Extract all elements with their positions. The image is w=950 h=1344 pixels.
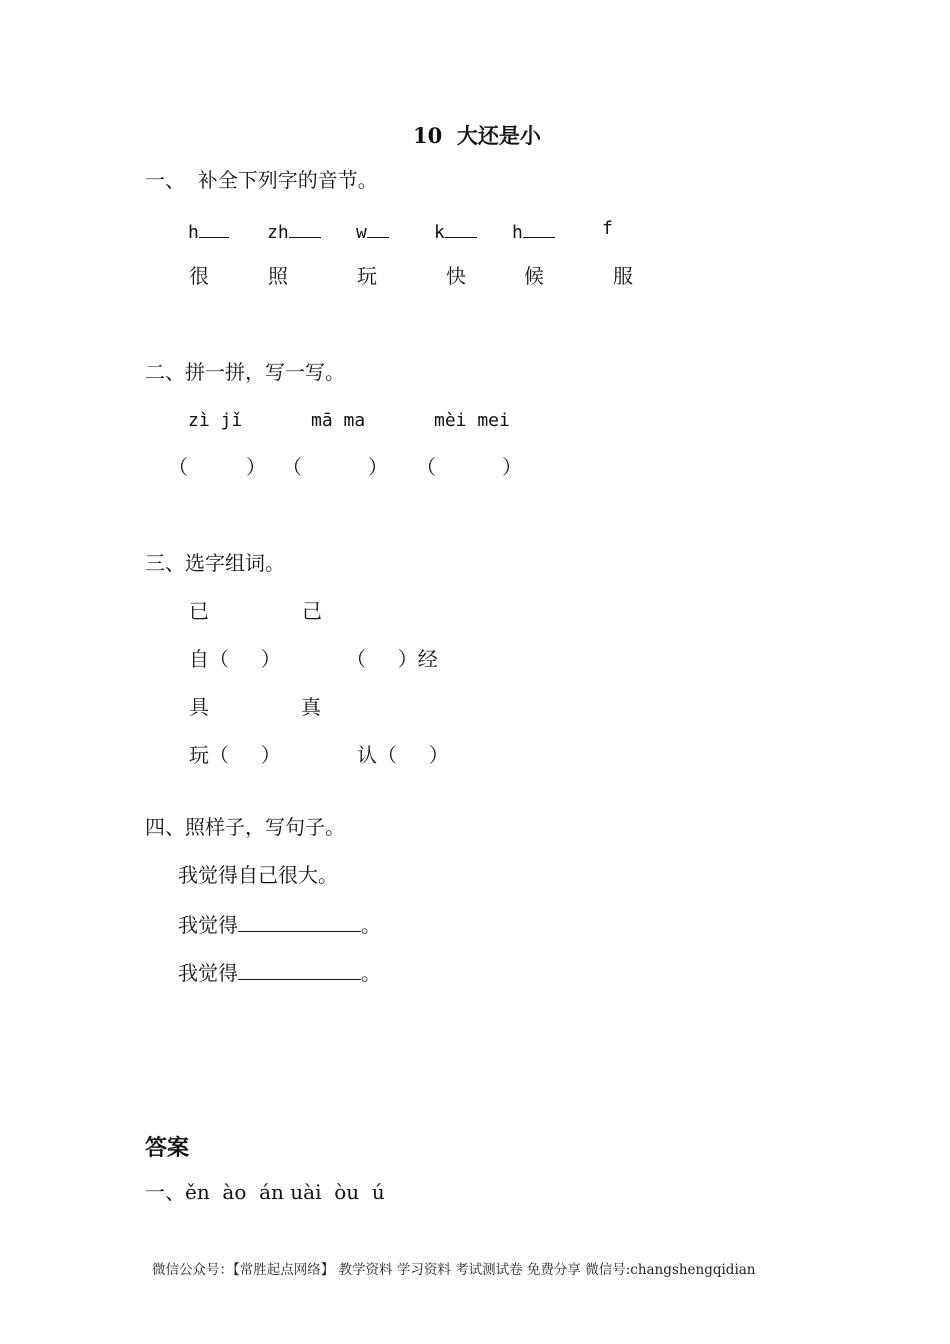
q4-example: 我觉得自己很大。	[178, 863, 338, 887]
answer-blank[interactable]	[445, 217, 477, 238]
q3-word-4: 认（ ）	[357, 743, 449, 767]
q1-char-6: 服	[613, 264, 633, 288]
q3-char-c: 具	[189, 695, 209, 719]
sentence-blank[interactable]	[238, 911, 361, 932]
answer-heading: 答案	[145, 1135, 190, 1161]
pinyin-2: mā ma	[311, 410, 366, 431]
answer-paren-open: （	[282, 455, 302, 479]
q3-word-1: 自（ ）	[189, 647, 281, 671]
q3-word-3: 玩（ ）	[189, 743, 281, 767]
q4-sentence-1: 我觉得 。	[178, 913, 381, 937]
answer-blank[interactable]	[289, 217, 321, 238]
answer-paren-open: （	[168, 455, 188, 479]
q3-char-d: 真	[301, 695, 321, 719]
q3-word-2: （ ）经	[346, 647, 438, 671]
q4-heading: 四、照样子，写句子。	[145, 815, 345, 839]
answer-paren-close: ）	[502, 455, 522, 479]
q1-char-3: 玩	[357, 264, 377, 288]
q1-char-5: 候	[524, 264, 544, 288]
answer-blank[interactable]	[199, 217, 229, 238]
answer-line-1: 一、ěn ào án uài òu ú	[145, 1180, 385, 1204]
q1-char-2: 照	[268, 264, 288, 288]
pinyin-3: mèi mei	[434, 410, 510, 431]
syllable-1: h	[188, 217, 229, 245]
answer-blank[interactable]	[523, 217, 555, 238]
page-title: 10 大还是小	[413, 123, 541, 148]
pinyin-1: zì jǐ	[188, 410, 243, 431]
syllable-3: w	[356, 217, 389, 245]
answer-paren-close: ）	[246, 455, 266, 479]
answer-paren-open: （	[416, 455, 436, 479]
syllable-6: f	[602, 218, 613, 239]
q3-char-b: 己	[302, 599, 322, 623]
answer-paren-close: ）	[368, 455, 388, 479]
syllable-4: k	[434, 217, 477, 245]
q2-heading: 二、拼一拼，写一写。	[145, 360, 345, 384]
q3-char-a: 已	[189, 599, 209, 623]
answer-blank[interactable]	[367, 217, 389, 238]
q3-heading: 三、选字组词。	[145, 551, 285, 575]
q4-sentence-2: 我觉得 。	[178, 961, 381, 985]
syllable-5: h	[512, 217, 555, 245]
q1-heading: 一、 补全下列字的音节。	[145, 168, 378, 192]
q1-char-1: 很	[189, 264, 209, 288]
footer-note: 微信公众号：【常胜起点网络】 教学资料 学习资料 考试测试卷 免费分享 微信号:changshengqidian	[152, 1262, 756, 1278]
sentence-blank[interactable]	[238, 959, 361, 980]
syllable-2: zh	[267, 217, 321, 245]
q1-char-4: 快	[446, 264, 466, 288]
